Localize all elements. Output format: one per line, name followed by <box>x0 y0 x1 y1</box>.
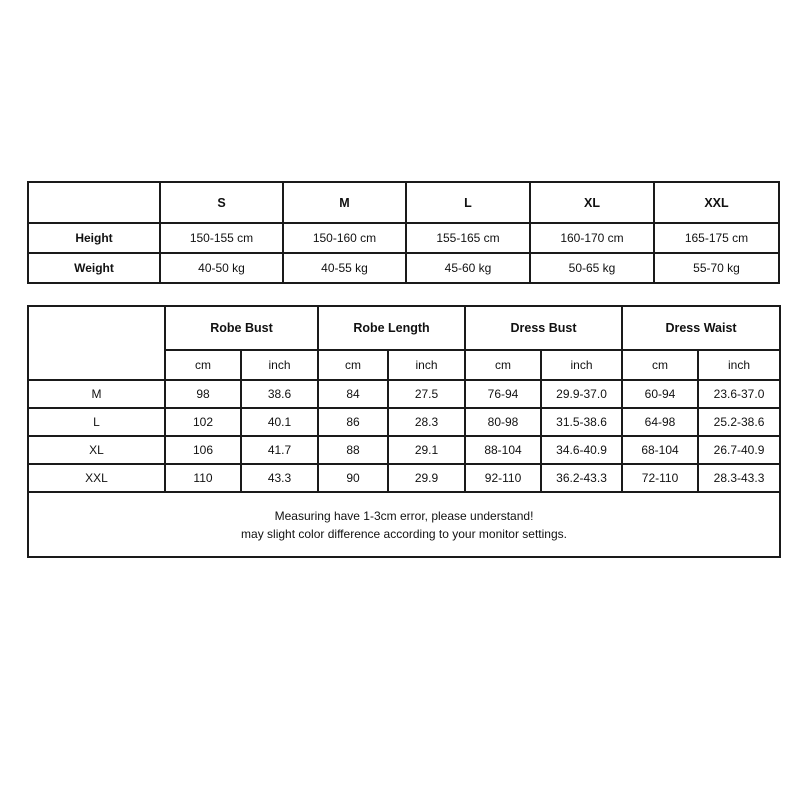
note-row <box>28 492 780 557</box>
group-header-dress-waist: Dress Waist <box>622 306 780 350</box>
table-cell: 40.1 <box>241 408 318 436</box>
table-cell: 68-104 <box>622 436 698 464</box>
table-cell: 55-70 kg <box>654 253 779 283</box>
table-cell: 80-98 <box>465 408 541 436</box>
unit-cm: cm <box>622 350 698 380</box>
table-cell: 29.9 <box>388 464 465 492</box>
table-cell: 110 <box>165 464 241 492</box>
weight-row <box>28 253 779 283</box>
table-cell: 64-98 <box>622 408 698 436</box>
table-cell: 28.3-43.3 <box>698 464 780 492</box>
table-cell: 165-175 cm <box>654 223 779 253</box>
table-cell: 60-94 <box>622 380 698 408</box>
table-cell: 45-60 kg <box>406 253 530 283</box>
table-cell: 92-110 <box>465 464 541 492</box>
table-cell: 76-94 <box>465 380 541 408</box>
table-cell: 102 <box>165 408 241 436</box>
table-cell: 36.2-43.3 <box>541 464 622 492</box>
unit-inch: inch <box>698 350 780 380</box>
corner-cell <box>28 306 165 380</box>
unit-cm: cm <box>465 350 541 380</box>
group-header-dress-bust: Dress Bust <box>465 306 622 350</box>
table-row <box>28 380 780 408</box>
table-cell: 150-155 cm <box>160 223 283 253</box>
table-cell: 155-165 cm <box>406 223 530 253</box>
table-row <box>28 464 780 492</box>
size-header-xxl: XXL <box>654 182 779 223</box>
table-cell: 23.6-37.0 <box>698 380 780 408</box>
size-label-xxl: XXL <box>28 464 165 492</box>
group-header-robe-bust: Robe Bust <box>165 306 318 350</box>
table-cell: 98 <box>165 380 241 408</box>
size-header-xl: XL <box>530 182 654 223</box>
size-header-s: S <box>160 182 283 223</box>
disclaimer-note <box>28 492 780 557</box>
note-line-error: Measuring have 1-3cm error, please understand! <box>274 508 534 523</box>
table-cell: 40-55 kg <box>283 253 406 283</box>
unit-inch: inch <box>541 350 622 380</box>
table-cell: 26.7-40.9 <box>698 436 780 464</box>
table-cell: 31.5-38.6 <box>541 408 622 436</box>
table-cell: 27.5 <box>388 380 465 408</box>
size-label-xl: XL <box>28 436 165 464</box>
table-cell: 50-65 kg <box>530 253 654 283</box>
table-cell: 43.3 <box>241 464 318 492</box>
table-cell: 25.2-38.6 <box>698 408 780 436</box>
size-label-m: M <box>28 380 165 408</box>
garment-measurement-table <box>27 305 781 558</box>
unit-inch: inch <box>241 350 318 380</box>
unit-cm: cm <box>165 350 241 380</box>
table-cell: 29.9-37.0 <box>541 380 622 408</box>
measure-group-row <box>28 306 780 350</box>
group-header-robe-length: Robe Length <box>318 306 465 350</box>
note-line-color: may slight color difference according to your monitor settings. <box>241 526 567 541</box>
table-cell: 28.3 <box>388 408 465 436</box>
size-header-row <box>28 182 779 223</box>
size-label-l: L <box>28 408 165 436</box>
row-label-weight: Weight <box>28 253 160 283</box>
table-cell: 106 <box>165 436 241 464</box>
size-fit-table <box>27 181 780 284</box>
table-cell: 150-160 cm <box>283 223 406 253</box>
table-cell: 34.6-40.9 <box>541 436 622 464</box>
height-row <box>28 223 779 253</box>
table-row <box>28 408 780 436</box>
table-cell: 160-170 cm <box>530 223 654 253</box>
table-cell: 84 <box>318 380 388 408</box>
table-cell: 72-110 <box>622 464 698 492</box>
table-cell: 90 <box>318 464 388 492</box>
unit-inch: inch <box>388 350 465 380</box>
table-cell: 41.7 <box>241 436 318 464</box>
table-cell: 86 <box>318 408 388 436</box>
unit-cm: cm <box>318 350 388 380</box>
table-cell: 88 <box>318 436 388 464</box>
table-cell: 29.1 <box>388 436 465 464</box>
row-label-height: Height <box>28 223 160 253</box>
table-cell: 38.6 <box>241 380 318 408</box>
size-header-m: M <box>283 182 406 223</box>
table-row <box>28 436 780 464</box>
corner-cell <box>28 182 160 223</box>
table-cell: 40-50 kg <box>160 253 283 283</box>
table-cell: 88-104 <box>465 436 541 464</box>
size-header-l: L <box>406 182 530 223</box>
